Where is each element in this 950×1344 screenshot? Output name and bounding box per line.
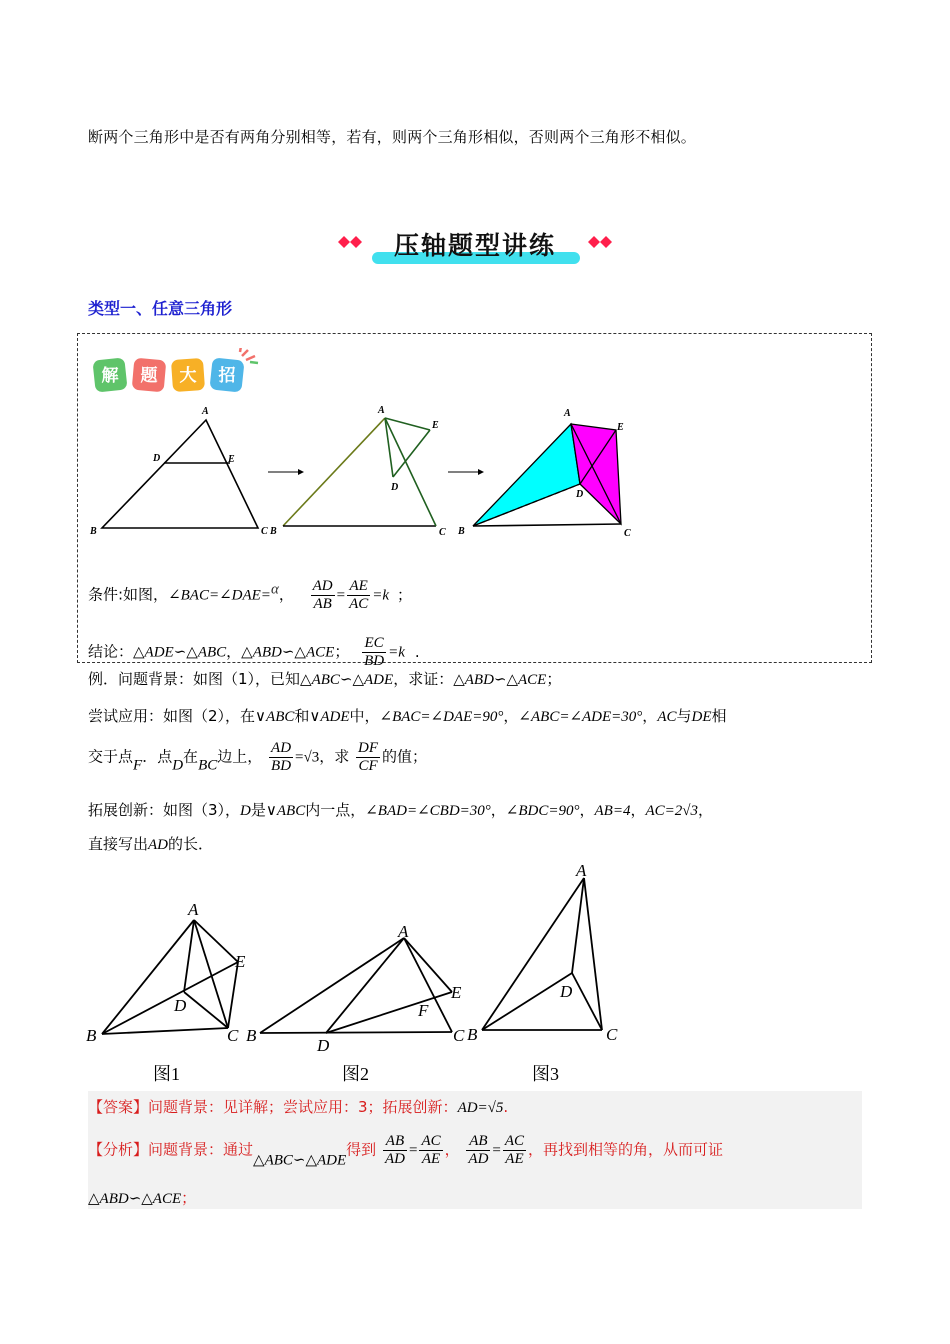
figure-1-caption: 图1 [153,1064,180,1084]
diamond-left-icon [338,236,362,248]
intro-paragraph: 断两个三角形中是否有两角分别相等，若有，则两个三角形相似，否则两个三角形不相似。 [88,128,697,146]
fraction-ae-ac: $\frac{AE}{AC}$ [349,578,369,612]
svg-text:B: B [458,526,465,537]
type-heading: 类型一、任意三角形 [88,299,233,318]
example-line-3: 交于点F．点D在BC边上， $\frac{AD}{BD}$ =√3，求 $\frac{DF}{CF}$ 的值； [88,740,428,774]
fraction-ab-ad: $\frac{AB}{AD}$ [384,1133,405,1167]
svg-text:C: C [606,1025,618,1044]
svg-text:D: D [317,1036,330,1055]
figure-3 [482,878,602,1030]
analysis-tag: 【分析】 [88,1140,149,1159]
fraction-ad-bd: $\frac{AD}{BD}$ [271,740,292,774]
svg-text:B: B [270,526,277,537]
analysis-line-1: 【分析】问题背景：通过△ABC∽△ADE得到 $\frac{AB}{AD}$ = $\frac{AC}{AE}$ ， $\frac{AB}{AD}$ = $\frac{AC}{AE}$ ，再找到相等的角，从而可证 [88,1133,724,1169]
svg-text:E: E [432,420,439,431]
fraction-ab-ad-2: $\frac{AB}{AD}$ [468,1133,489,1167]
svg-text:B: B [90,526,97,537]
svg-text:C: C [227,1026,239,1045]
fraction-ac-ae-2: $\frac{AC}{AE}$ [504,1133,525,1167]
svg-text:B: B [467,1025,478,1044]
svg-text:B: B [86,1026,97,1045]
svg-text:A: A [202,406,209,417]
analysis-line-2: △ABD∽△ACE； [88,1189,197,1207]
alpha-symbol: α [270,581,279,598]
diamond-right-icon [588,236,612,248]
svg-text:C: C [624,528,631,539]
fraction-ac-ae: $\frac{AC}{AE}$ [421,1133,441,1167]
method-figures [80,400,650,550]
svg-text:A: A [378,405,385,416]
figure-3-caption: 图3 [532,1064,559,1084]
section-title: 压轴题型讲练 [393,231,556,260]
svg-text:D: D [576,489,584,500]
svg-text:E: E [451,983,462,1002]
svg-text:C: C [453,1026,465,1045]
svg-text:E: E [617,422,624,433]
conclusion-line: 结论：△ADE∽△ABC，△ABD∽△ACE； $\frac{EC}{BD}$ =k . [88,635,420,669]
example-line-4: 拓展创新：如图（3），D是∨ABC内一点，∠BAD=∠CBD=30°，∠BDC=90°，AB=4，AC=2√3， [88,801,714,819]
conclusion-label: 结论： [88,642,134,661]
svg-text:D: D [560,982,573,1001]
svg-text:C: C [261,526,268,537]
svg-text:大: 大 [179,366,197,386]
fraction-ec-bd: $\frac{EC}{BD}$ [364,635,385,669]
condition-label: 条件:如图， [88,585,169,604]
svg-text:A: A [576,861,587,880]
example-figures [80,858,640,1090]
svg-text:D: D [391,482,399,493]
svg-text:B: B [246,1026,257,1045]
answer-tag: 【答案】 [88,1098,149,1116]
svg-text:题: 题 [140,366,158,386]
svg-text:A: A [398,922,409,941]
method-figure-c [457,408,631,539]
similarity-2: △ABD∽△ACE [241,644,335,661]
svg-text:E: E [235,952,246,971]
figure-2-caption: 图2 [342,1064,369,1084]
arrow-icon [268,469,484,475]
fraction-ad-ab: $\frac{AD}{AB}$ [312,578,333,612]
example-line-2: 尝试应用：如图（2），在∨ABC和∨ADE中，∠BAC=∠DAE=90°，∠ABC=∠ADE=30°，AC与DE相 [88,707,727,725]
svg-text:C: C [439,527,446,538]
method-badge-icon [92,348,272,398]
angle-equality: ∠BAC=∠DAE= [168,587,271,604]
condition-line: 条件:如图，∠BAC=∠DAE=α， $\frac{AD}{AB}$ = $\frac{AE}{AC}$ =k ； [88,578,413,612]
svg-text:A: A [564,408,571,419]
svg-text:解: 解 [101,366,119,386]
svg-text:F: F [418,1001,429,1020]
example-line-5: 直接写出AD的长． [88,835,214,853]
svg-text:D: D [153,453,161,464]
figure-1 [102,920,238,1034]
fraction-df-cf: $\frac{DF}{CF}$ [358,740,379,774]
svg-text:D: D [174,996,187,1015]
svg-text:A: A [188,900,199,919]
method-figure-a [89,406,268,537]
svg-text:E: E [228,454,235,465]
example-line-1: 例．问题背景：如图（1），已知△ABC∽△ADE，求证：△ABD∽△ACE； [88,670,562,688]
similarity-1: △ADE∽△ABC [133,644,227,661]
svg-text:招: 招 [218,366,236,386]
answer-line: 【答案】问题背景：见详解；尝试应用：3；拓展创新：AD=√5. [88,1098,509,1116]
